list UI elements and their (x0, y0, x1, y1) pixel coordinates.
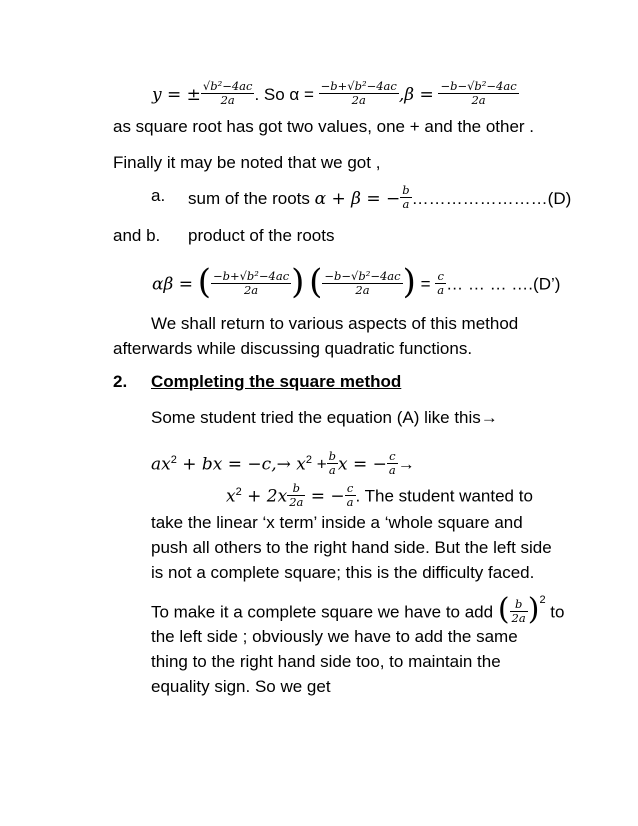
paragraph-7-line-3: equality sign. So we get (151, 677, 331, 696)
paragraph-3-line-2: afterwards while discussing quadratic functions. (113, 339, 473, 358)
eq-y-mid: ,β = (398, 84, 434, 105)
paragraph-5-line-1: take the linear ‘x term’ inside a ‘whole square and (151, 513, 523, 532)
equation-step-2: $x^2 + 2x$ $\frac{b}{2a}$ = − $\frac{c}{a}$ . The student wanted to (226, 480, 533, 509)
paragraph-6: To make it a complete square we have to add ( $\frac{b}{2a}$ )$^2$ to (151, 592, 565, 627)
paragraph-2: Finally it may be noted that we got , (113, 153, 381, 172)
item-a (188, 183, 572, 213)
eq-y-frac2: $\frac{\text{−b+√b²−4ac}}{2a}$ (320, 79, 397, 107)
item-b-prefix: and b. (113, 226, 161, 245)
section-title: Completing the square method (151, 372, 402, 391)
eq-product-lhs: αβ = (152, 274, 193, 295)
paragraph-4: Some student tried the equation (A) like this→ (151, 408, 498, 427)
eq-y-so: . So α = (254, 84, 314, 104)
equation-step-1: $ax^2$ + bx = $-c,\to x^2$ + $\frac{b}{a}$ x = − $\frac{c}{a}$ → (151, 448, 415, 477)
paragraph-5-line-2: push all others to the right hand side. But the left side (151, 538, 552, 557)
item-a-math: α + β = − (314, 188, 401, 209)
equation-y (152, 79, 519, 109)
eq-step1-frac2: $\frac{c}{a}$ (388, 448, 396, 477)
eq-product-frac3: $\frac{c}{a}$ (437, 268, 445, 297)
eq-step1-frac1: $\frac{b}{a}$ (328, 448, 336, 477)
eq-product-frac1: $\frac{\text{−b+√b²−4ac}}{2a}$ (212, 268, 290, 297)
para6-frac: $\frac{b}{2a}$ (511, 596, 526, 625)
eq-step2-frac1: $\frac{b}{2a}$ (289, 480, 304, 509)
section-number: 2. (113, 372, 128, 391)
item-a-text: sum of the roots (188, 188, 315, 208)
eq-product-frac2: $\frac{\text{−b−√b²−4ac}}{2a}$ (324, 268, 401, 297)
paragraph-7-line-2: thing to the right hand side too, to maintain the (151, 652, 501, 671)
item-a-label: a. (151, 186, 166, 205)
item-a-tail: ……………………(D) (411, 188, 572, 208)
eq-product-eq: = (420, 274, 431, 294)
paragraph-3-line-1: We shall return to various aspects of this method (151, 314, 519, 333)
eq-y-lhs: y = ± (152, 84, 201, 105)
eq-y-frac1: $\frac{\text{√b²−4ac}}{2a}$ (202, 79, 253, 107)
equation-product: αβ = ( $\frac{\text{−b+√b²−4ac}}{2a}$ ) ( $\frac{\text{−b−√b²−4ac}}{2a}$ ) = $\frac{c}{a}$ … … … ….(D’) (152, 262, 561, 302)
paragraph-5-line-3: is not a complete square; this is the difficulty faced. (151, 563, 535, 582)
paragraph-1: as square root has got two values, one + and the other . (113, 117, 535, 136)
eq-step2-frac2: $\frac{c}{a}$ (346, 480, 354, 509)
eq-y-frac3: $\frac{\text{−b−√b²−4ac}}{2a}$ (440, 79, 517, 107)
item-a-frac: $\frac{b}{a}$ (402, 183, 410, 211)
eq-product-tail: … … … ….(D’) (446, 274, 561, 294)
item-b-text: product of the roots (188, 226, 335, 245)
paragraph-7-line-1: the left side ; obviously we have to add the same (151, 627, 518, 646)
